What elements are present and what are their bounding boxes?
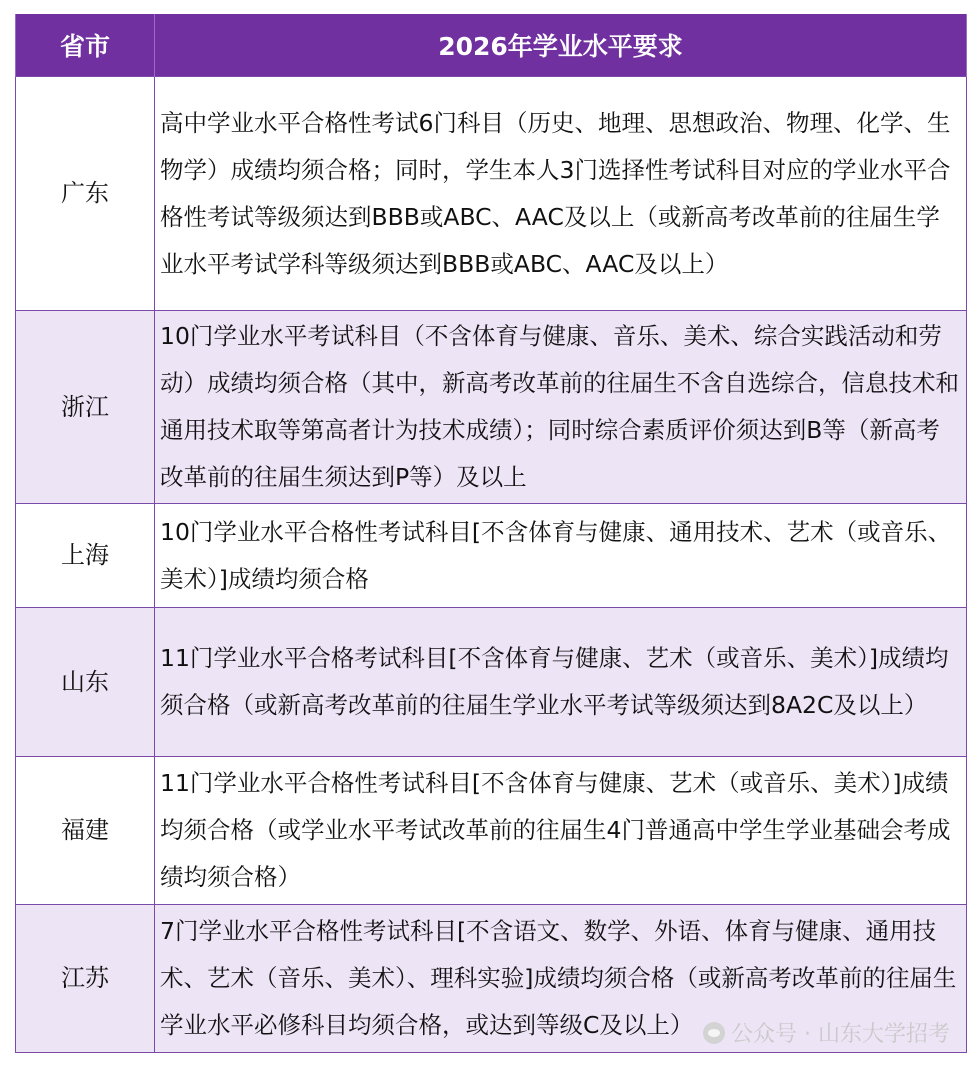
table-row (16, 311, 967, 504)
watermark-text: 公众号 · 山东大学招考 (731, 1022, 950, 1047)
header-province: 省市 (16, 14, 155, 77)
requirements-table (15, 14, 967, 1053)
wechat-icon (703, 1022, 725, 1044)
requirement-cell: 高中学业水平合格性考试6门科目（历史、地理、思想政治、物理、化学、生物学）成绩均须合格；同时，学生本人3门选择性考试科目对应的学业水平合格性考试等级须达到BBB或ABC、AAC及以上（或新高考改革前的往届生学业水平考试学科等级须达到BBB或ABC、AAC及以上） (155, 77, 967, 311)
requirement-cell: 11门学业水平合格考试科目[不含体育与健康、艺术（或音乐、美术）]成绩均须合格（或新高考改革前的往届生学业水平考试等级须达到8A2C及以上） (155, 608, 967, 757)
province-cell: 江苏 (16, 905, 155, 1053)
province-cell: 上海 (16, 504, 155, 608)
province-cell: 福建 (16, 757, 155, 905)
requirement-cell: 11门学业水平合格性考试科目[不含体育与健康、艺术（或音乐、美术）]成绩均须合格（或学业水平考试改革前的往届生4门普通高中学生学业基础会考成绩均须合格） (155, 757, 967, 905)
province-cell: 山东 (16, 608, 155, 757)
province-cell: 广东 (16, 77, 155, 311)
requirement-cell: 10门学业水平考试科目（不含体育与健康、音乐、美术、综合实践活动和劳动）成绩均须合格（其中，新高考改革前的往届生不含自选综合，信息技术和通用技术取等第高者计为技术成绩）；同时综合素质评价须达到B等（新高考改革前的往届生须达到P等）及以上 (155, 311, 967, 504)
table-header-row (16, 14, 967, 77)
table-row (16, 504, 967, 608)
watermark (703, 1017, 950, 1048)
table-row (16, 608, 967, 757)
province-cell: 浙江 (16, 311, 155, 504)
requirement-cell: 10门学业水平合格性考试科目[不含体育与健康、通用技术、艺术（或音乐、美术）]成绩均须合格 (155, 504, 967, 608)
requirement-cell: 7门学业水平合格性考试科目[不含语文、数学、外语、体育与健康、通用技术、艺术（音乐、美术）、理科实验]成绩均须合格（或新高考改革前的往届生学业水平必修科目均须合格，或达到等级C及以上） (155, 905, 967, 1053)
table-row (16, 77, 967, 311)
header-requirement: 2026年学业水平要求 (155, 14, 967, 77)
table-row (16, 757, 967, 905)
